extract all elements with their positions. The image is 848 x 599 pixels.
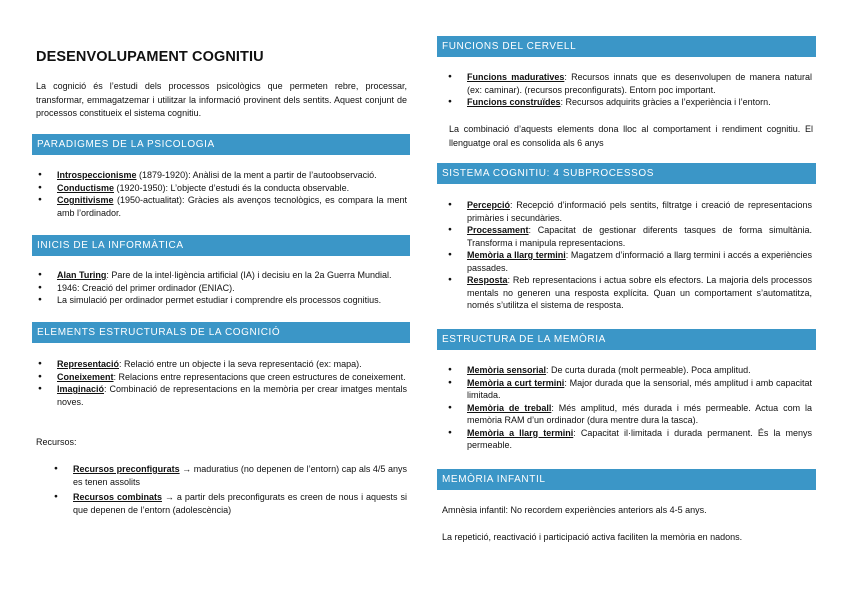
list-item [446,427,812,452]
arrow-icon: → [179,464,194,474]
list-item [446,274,812,312]
list-item [36,294,407,307]
infantil-paragraph-2: La repetició, reactivació i participació activa faciliten la memòria en nadons. [442,532,743,542]
list-item-text: : Capacitat il·limitada i durada permanent. És la menys permeable. [467,427,812,450]
list-item-term: Resposta [467,275,508,285]
list-item-text: : Capacitat de gestionar diferents tasques de forma simultània. Transforma i manipula representacions. [467,225,812,248]
section-heading-elements: ELEMENTS ESTRUCTURALS DE LA COGNICIÓ [32,322,410,343]
list-item-term: Introspeccionisme [57,170,137,180]
page-title: DESENVOLUPAMENT COGNITIU [36,49,264,65]
list-item [36,194,407,219]
list-item-text: : Recepció d’informació pels sentits, filtratge i creació de representacions primàries i secundàries. [467,200,812,223]
list-item-text: a partir dels preconfigurats es creen de nous i aquests si que depenen de l’entorn (adolescència) [73,492,407,515]
list-item-term: Funcions maduratives [467,72,565,82]
list-item-text: (1920-1950): L’objecte d’estudi és la conducta observable. [114,182,350,193]
list-item-term: Memòria a llarg termini [467,427,574,438]
list-item-text: : Reb representacions i actua sobre els efectors. La majoria dels processos mentals no generen una resposta explícita. Quan un comportament s’automatitza, només s’utilitza el sistema de resposta. [467,275,812,310]
list-item [36,383,407,408]
list-item-term: Recursos preconfigurats [73,464,180,474]
list-item-text: : Relació entre un objecte i la seva representació (ex: mapa). [119,359,362,369]
list-item [446,224,812,249]
list-item [52,491,407,516]
list-item-text: : Relacions entre representacions que creen estructures de coneixement. [113,371,406,382]
list-item [446,364,812,377]
list-item-text: : Combinació de representacions en la memòria per crear imatges mentals noves. [57,384,407,407]
list-item-text: : Pare de la intel·ligència artificial (IA) i decisiu en la 2a Guerra Mundial. [106,270,392,280]
informatica-list [36,269,407,307]
list-item-text: : Major durada que la sensorial, més amplitud i amb capacitat limitada. [467,377,813,400]
list-item-text: : Recursos adquirits gràcies a l’experiència i l’entorn. [560,97,771,107]
list-item [446,199,812,224]
list-item [36,358,407,371]
list-item [36,182,407,195]
list-item-term: Conductisme [57,182,115,193]
funcions-list [446,71,812,109]
list-item-term: Alan Turing [57,270,107,280]
section-heading-memoria: ESTRUCTURA DE LA MEMÒRIA [437,329,816,350]
list-item [36,282,407,295]
list-item-term: Memòria de treball [467,402,552,413]
paradigmes-list [36,169,407,219]
sistema-list [446,199,812,312]
list-item [36,269,407,282]
section-heading-informatica: INICIS DE LA INFORMÀTICA [32,235,410,256]
list-item-term: Memòria a llarg termini [467,250,566,260]
list-item-term: Imaginació [57,384,105,394]
list-item-term: Processament [467,225,529,235]
memoria-list [446,364,812,452]
list-item-term: Memòria a curt termini [467,377,565,388]
list-item-text: (1950-actualitat): Gràcies als avenços tecnològics, es compara la ment amb l’ordinador. [57,195,407,218]
list-item-text: maduratius (no depenen de l’entorn) cap als 4/5 anys es tenen assolits [73,464,407,487]
list-item-term: Percepció [467,200,511,210]
list-item [446,96,812,109]
section-heading-infantil: MEMÒRIA INFANTIL [437,469,816,490]
section-heading-sistema: SISTEMA COGNITIU: 4 SUBPROCESSOS [437,163,816,184]
list-item-text: : Magatzem d’informació a llarg termini i accés a experiències passades. [467,250,812,273]
list-item [446,377,812,402]
section-heading-paradigmes: PARADIGMES DE LA PSICOLOGIA [32,134,410,155]
recursos-list [52,463,407,519]
list-item-term: Recursos combinats [73,492,162,502]
list-item-text: : Recursos innats que es desenvolupen de manera natural (ex: caminar). (recursos preconfigurats). Entorn poc important. [467,72,812,95]
list-item-text: : Més amplitud, més durada i més permeable. Actua com la memòria RAM d’un ordinador (dura mentre dura la tasca). [467,402,812,425]
list-item-term: Representació [57,359,120,369]
list-item-term: Memòria sensorial [467,365,547,375]
intro-paragraph: La cognició és l’estudi dels processos psicològics que permeten rebre, processar, transformar, emmagatzemar i utilitzar la informació provinent dels sentits. Aquest conjunt de processos constitueix el sistema cognitiu. [36,81,407,118]
funcions-paragraph: La combinació d’aquests elements dona lloc al comportament i rendiment cognitiu. El llenguatge oral es consolida als 6 anys [449,124,813,148]
list-item-text: 1946: Creació del primer ordinador (ENIAC). [57,282,235,293]
list-item-text: (1879-1920): Anàlisi de la ment a partir de l’autoobservació. [136,170,377,180]
list-item-term: Cognitivisme [57,195,114,205]
section-heading-funcions: FUNCIONS DEL CERVELL [437,36,816,57]
list-item [52,463,407,488]
arrow-icon: → [161,492,177,502]
elements-list [36,358,407,408]
infantil-paragraph-1: Amnèsia infantil: No recordem experiències anteriors als 4-5 anys. [442,505,707,515]
list-item-term: Funcions construïdes [467,97,561,107]
list-item-text: La simulació per ordinador permet estudiar i comprendre els processos cognitius. [57,295,382,305]
list-item [446,249,812,274]
list-item [446,71,812,96]
list-item-term: Coneixement [57,371,114,382]
list-item-text: : De curta durada (molt permeable). Poca amplitud. [546,365,751,375]
list-item [36,371,407,384]
recursos-label: Recursos: [36,437,77,447]
list-item [446,402,812,427]
list-item [36,169,407,182]
